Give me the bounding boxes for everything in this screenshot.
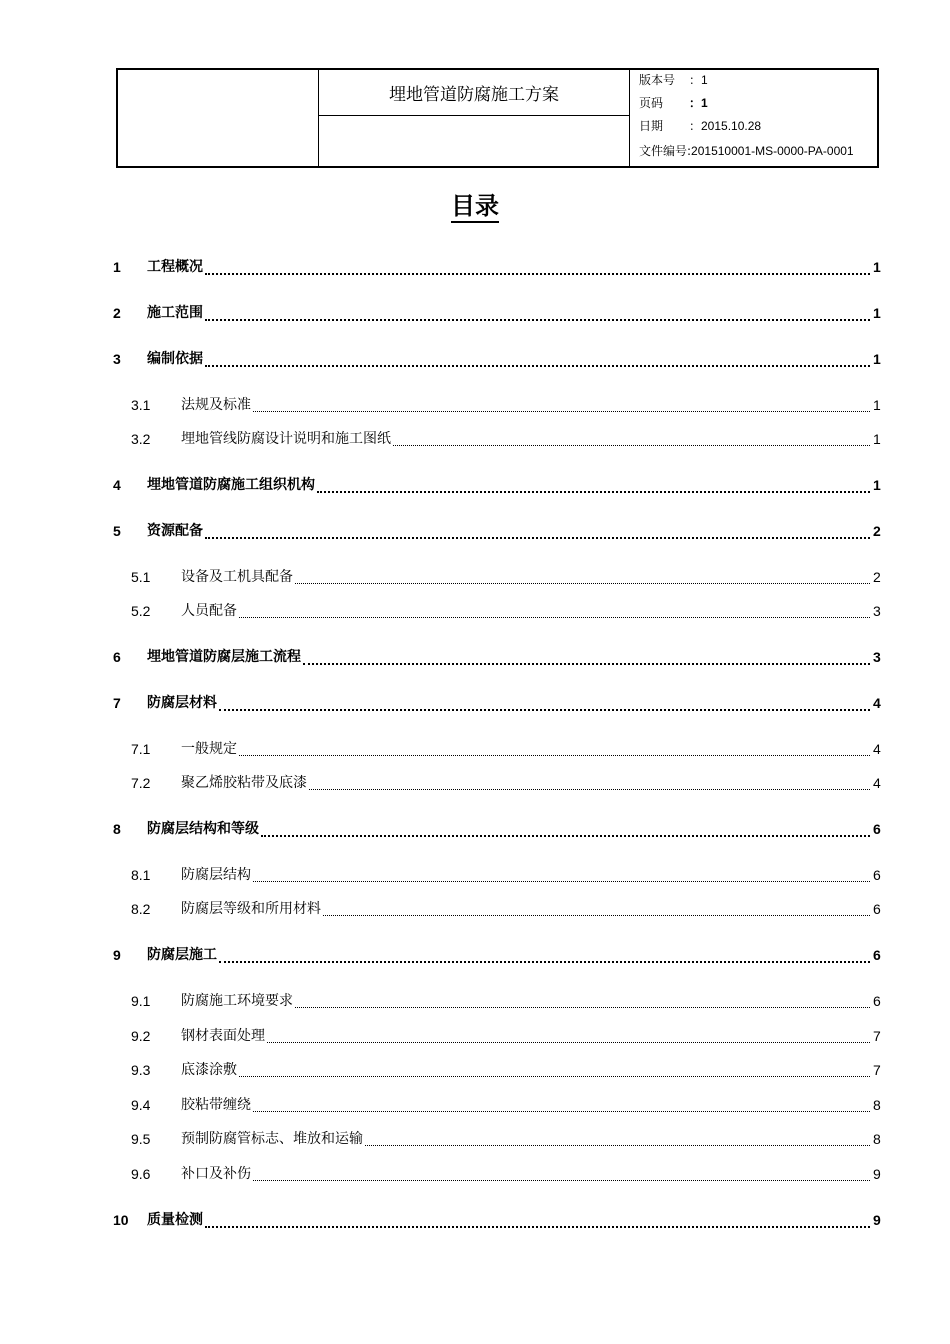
toc-entry[interactable]: [0, 428, 950, 450]
toc-entry-page: 3: [873, 646, 881, 668]
toc-entry-text: 工程概况: [147, 256, 204, 278]
toc-entry-number: 4: [113, 477, 121, 493]
toc-entry-page: 9: [873, 1209, 881, 1231]
toc-entry-number: 7.2: [131, 775, 151, 791]
toc-entry[interactable]: [0, 600, 950, 622]
toc-dot-leader: [239, 753, 870, 756]
toc-entry[interactable]: [0, 474, 950, 496]
toc-entry-page: 4: [873, 692, 881, 714]
toc-dot-leader: [309, 787, 870, 790]
toc-title-text: 目录: [451, 192, 499, 223]
toc-entry[interactable]: [0, 302, 950, 324]
toc-entry-page: 6: [873, 818, 881, 840]
toc-entry-page: 6: [873, 898, 881, 920]
toc-entry-number: 5.1: [131, 569, 151, 585]
toc-entry[interactable]: [0, 646, 950, 668]
toc-dot-leader: [239, 1074, 870, 1077]
toc-dot-leader: [393, 443, 870, 446]
toc-entry-page: 1: [873, 256, 881, 278]
header-blank-cell: [319, 116, 629, 166]
toc-dot-leader: [253, 1109, 870, 1112]
logo-cell: [118, 70, 319, 166]
toc-entry-number: 10: [113, 1212, 129, 1228]
toc-entry-number: 9.3: [131, 1062, 151, 1078]
toc-entry-text: 埋地管道防腐施工组织机构: [147, 474, 316, 496]
toc-entry-number: 9.4: [131, 1097, 151, 1113]
toc-entry-page: 2: [873, 566, 881, 588]
toc-dot-leader: [295, 1005, 870, 1008]
toc-dot-leader: [219, 959, 870, 963]
toc-entry-page: 1: [873, 474, 881, 496]
toc-entry-text: 编制依据: [147, 348, 204, 370]
docno-row: [639, 141, 854, 161]
toc-entry-page: 4: [873, 772, 881, 794]
toc-entry-page: 2: [873, 520, 881, 542]
toc-entry-number: 9.1: [131, 993, 151, 1009]
toc-entry-number: 9: [113, 947, 121, 963]
toc-dot-leader: [205, 317, 870, 321]
toc-dot-leader: [205, 1224, 870, 1228]
toc-entry-number: 5.2: [131, 603, 151, 619]
date-label: 日期: [639, 119, 664, 133]
toc-entry-text: 埋地管道防腐层施工流程: [147, 646, 302, 668]
toc-entry-number: 3.1: [131, 397, 151, 413]
toc-entry-page: 6: [873, 944, 881, 966]
toc-entry[interactable]: [0, 818, 950, 840]
page-row: [639, 93, 708, 113]
docno-value: 201510001-MS-0000-PA-0001: [691, 144, 854, 158]
toc-dot-leader: [253, 879, 870, 882]
toc-entry-text: 防腐层等级和所用材料: [181, 898, 322, 920]
toc-entry-page: 9: [873, 1163, 881, 1185]
toc-entry[interactable]: [0, 394, 950, 416]
toc-entry-text: 预制防腐管标志、堆放和运输: [181, 1128, 364, 1150]
document-meta-cell: [629, 70, 878, 166]
toc-entry-number: 9.6: [131, 1166, 151, 1182]
toc-entry[interactable]: [0, 566, 950, 588]
toc-dot-leader: [365, 1143, 870, 1146]
toc-entry[interactable]: [0, 692, 950, 714]
toc-entry-text: 防腐施工环境要求: [181, 990, 294, 1012]
toc-dot-leader: [253, 409, 870, 412]
toc-entry[interactable]: [0, 1209, 950, 1231]
toc-entry-page: 6: [873, 990, 881, 1012]
toc-entry-text: 防腐层结构和等级: [147, 818, 260, 840]
date-row: [639, 116, 761, 136]
toc-entry-text: 底漆涂敷: [181, 1059, 238, 1081]
toc-entry-page: 1: [873, 394, 881, 416]
toc-entry-number: 7.1: [131, 741, 151, 757]
toc-entry[interactable]: [0, 864, 950, 886]
toc-entry[interactable]: [0, 1059, 950, 1081]
toc-entry-text: 设备及工机具配备: [181, 566, 294, 588]
toc-dot-leader: [303, 661, 870, 665]
toc-entry-page: 8: [873, 1128, 881, 1150]
toc-dot-leader: [295, 581, 870, 584]
toc-entry[interactable]: [0, 1094, 950, 1116]
toc-entry[interactable]: [0, 348, 950, 370]
toc-entry-page: 3: [873, 600, 881, 622]
toc-entry-page: 7: [873, 1059, 881, 1081]
toc-entry-page: 1: [873, 428, 881, 450]
toc-entry-page: 7: [873, 1025, 881, 1047]
toc-entry-number: 2: [113, 305, 121, 321]
toc-dot-leader: [253, 1178, 870, 1181]
toc-entry[interactable]: [0, 256, 950, 278]
toc-entry-number: 1: [113, 259, 121, 275]
toc-entry-number: 7: [113, 695, 121, 711]
toc-entry-text: 防腐层施工: [147, 944, 218, 966]
toc-entry-text: 法规及标准: [181, 394, 252, 416]
toc-entry[interactable]: [0, 772, 950, 794]
toc-entry-text: 钢材表面处理: [181, 1025, 266, 1047]
toc-title: [0, 186, 950, 221]
toc-entry[interactable]: [0, 944, 950, 966]
toc-entry-text: 施工范围: [147, 302, 204, 324]
toc-entry-number: 9.2: [131, 1028, 151, 1044]
toc-entry-text: 人员配备: [181, 600, 238, 622]
toc-dot-leader: [205, 271, 870, 275]
toc-entry-number: 3: [113, 351, 121, 367]
toc-entry[interactable]: [0, 990, 950, 1012]
toc-entry-number: 8: [113, 821, 121, 837]
toc-entry-page: 1: [873, 302, 881, 324]
toc-entry-page: 8: [873, 1094, 881, 1116]
document-title: 埋地管道防腐施工方案: [319, 70, 629, 116]
toc-entry-text: 资源配备: [147, 520, 204, 542]
document-header-table: [116, 68, 879, 168]
toc-entry[interactable]: [0, 898, 950, 920]
toc-entry[interactable]: [0, 1025, 950, 1047]
toc-entry-number: 8.1: [131, 867, 151, 883]
toc-dot-leader: [205, 535, 870, 539]
page-label: 页码: [639, 96, 664, 110]
toc-entry-text: 埋地管线防腐设计说明和施工图纸: [181, 428, 392, 450]
toc-entry-text: 防腐层结构: [181, 864, 252, 886]
toc-entry-text: 补口及补伤: [181, 1163, 252, 1185]
toc-dot-leader: [267, 1040, 870, 1043]
toc-entry[interactable]: [0, 1163, 950, 1185]
version-row: [639, 70, 708, 90]
toc-dot-leader: [219, 707, 870, 711]
toc-entry-number: 6: [113, 649, 121, 665]
toc-entry[interactable]: [0, 738, 950, 760]
toc-entry-page: 1: [873, 348, 881, 370]
version-value: ：1: [689, 73, 708, 87]
toc-dot-leader: [317, 489, 870, 493]
toc-entry-text: 聚乙烯胶粘带及底漆: [181, 772, 308, 794]
toc-dot-leader: [261, 833, 870, 837]
toc-entry-page: 4: [873, 738, 881, 760]
docno-label: 文件编号:: [639, 144, 692, 158]
toc-dot-leader: [239, 615, 870, 618]
toc-entry-number: 5: [113, 523, 121, 539]
toc-entry-number: 8.2: [131, 901, 151, 917]
toc-entry-page: 6: [873, 864, 881, 886]
toc-entry[interactable]: [0, 1128, 950, 1150]
date-value: ：2015.10.28: [689, 119, 762, 133]
toc-dot-leader: [205, 363, 870, 367]
toc-entry-number: 3.2: [131, 431, 151, 447]
page-value: ：1: [689, 96, 708, 110]
toc-entry[interactable]: [0, 520, 950, 542]
toc-entry-text: 一般规定: [181, 738, 238, 760]
toc-entry-number: 9.5: [131, 1131, 151, 1147]
toc-entry-text: 质量检测: [147, 1209, 204, 1231]
toc-entry-text: 防腐层材料: [147, 692, 218, 714]
version-label: 版本号: [639, 73, 676, 87]
toc-dot-leader: [323, 913, 870, 916]
toc-entry-text: 胶粘带缠绕: [181, 1094, 252, 1116]
